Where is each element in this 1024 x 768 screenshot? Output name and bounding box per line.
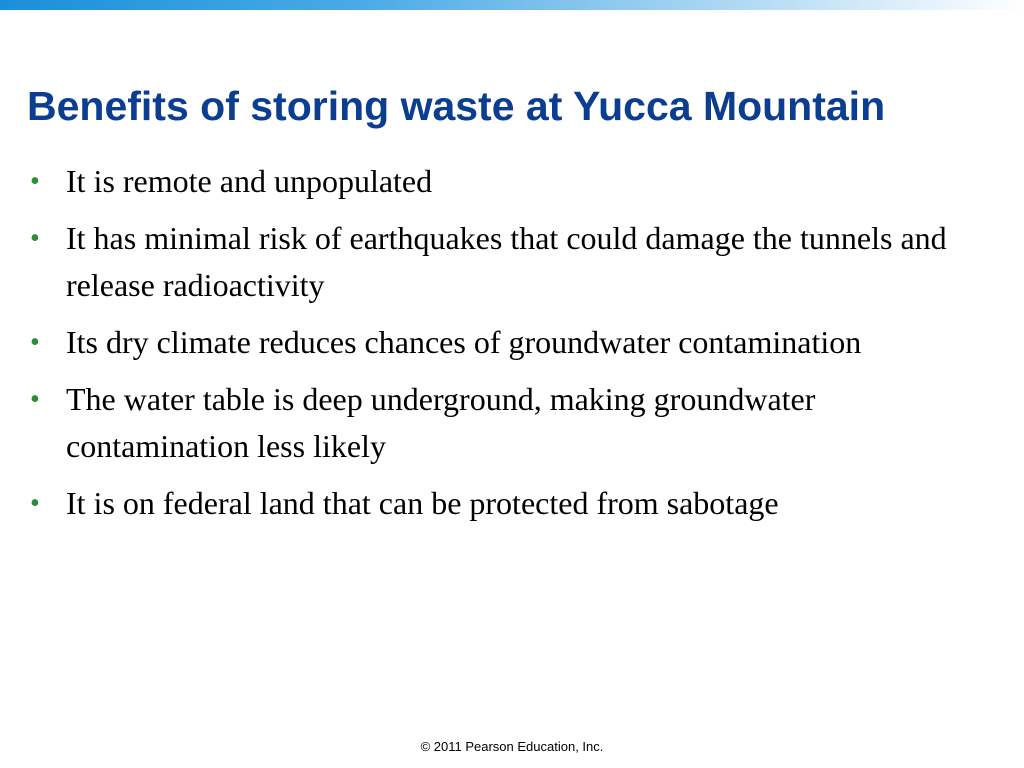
bullet-marker: • (30, 223, 40, 254)
copyright-footer: © 2011 Pearson Education, Inc. (420, 739, 604, 754)
bullet-item (30, 480, 990, 527)
bullet-marker: • (30, 327, 40, 358)
bullet-item (30, 319, 990, 366)
bullet-text: The water table is deep underground, making groundwater contamination less likely (66, 381, 816, 464)
bullet-text: It is remote and unpopulated (66, 163, 433, 199)
bullet-marker: • (30, 488, 40, 519)
bullet-marker: • (30, 384, 40, 415)
bullet-item (30, 376, 990, 470)
bullet-item (30, 215, 990, 309)
bullet-text: Its dry climate reduces chances of groundwater contamination (66, 324, 862, 360)
bullet-marker: • (30, 166, 40, 197)
slide-title: Benefits of storing waste at Yucca Mountain (27, 83, 886, 129)
bullet-text: It has minimal risk of earthquakes that could damage the tunnels and release radioactivity (66, 220, 947, 303)
bullet-list (30, 158, 990, 537)
bullet-text: It is on federal land that can be protected from sabotage (66, 485, 779, 521)
bullet-item (30, 158, 990, 205)
top-gradient-bar (0, 0, 1024, 10)
